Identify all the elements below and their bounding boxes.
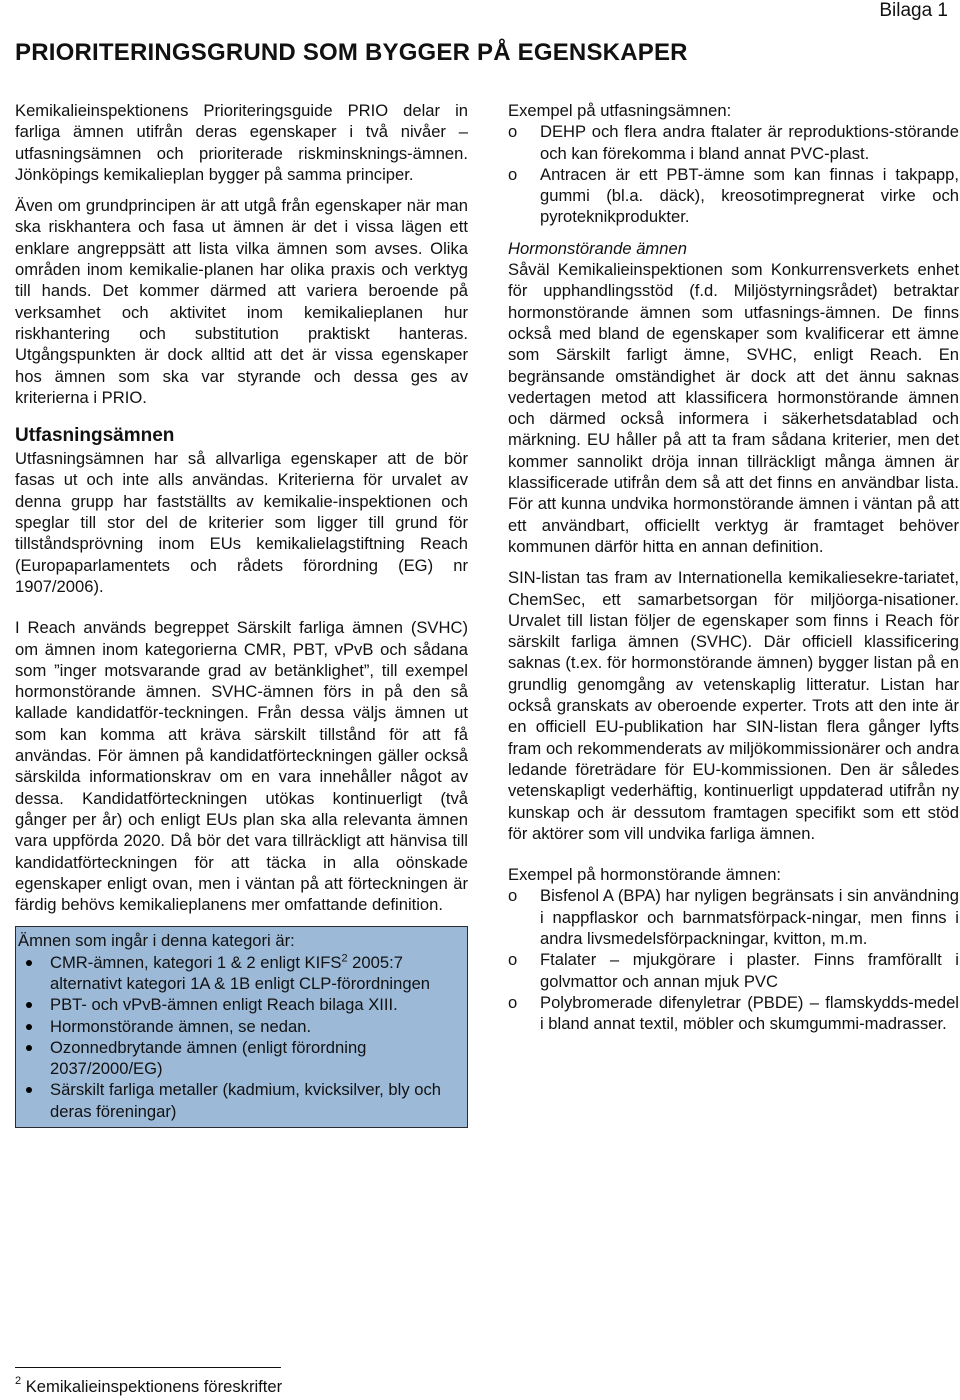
- section-heading-utfasning: Utfasningsämnen: [15, 425, 175, 447]
- category-item-ozone: Ozonnedbrytande ämnen (enligt förordning 2037/2000/EG): [18, 1037, 455, 1080]
- category-list: [18, 952, 455, 1122]
- sin-list-paragraph: SIN-listan tas fram av Internationella kemikaliesekre-tariatet, ChemSec, ett samarbetsorgan för miljöorga-nisationer. Urvalet till listan följer de egenskaper som finns i Reach för särskilt farliga ämnen (SVHC). Där officiell klassificering saknas (t.ex. för hormonstörande ämnen) bygger listan på en grundlig genomgång av vetenskaplig litteratur. Listan har också granskats av oberoende experter. Trots att den inte är en officiell EU-publikation har SIN-listan flera gånger lyfts fram och rekommenderats av miljökommissionärer och andra ledande företrädare för EU-kommissionen. Den är således vetenskapligt vederhäftig, kontinuerligt uppdaterad utifrån ny kunskap och är dessutom framtagen specifikt som ett stöd för aktörer som vill undvika farliga ämnen.: [508, 568, 959, 843]
- page-title: PRIORITERINGSGRUND SOM BYGGER PÅ EGENSKAPER: [15, 39, 688, 66]
- utfasning-paragraph: Utfasningsämnen har så allvarliga egenskaper att de bör fasas ut och inte alls användas. Kriterierna för urvalet av denna grupp har fastställts av kemikalie-inspektionen och speglar till stor del de kriterier som ligger till grund för tillståndsprövning inom EUs kemikalielagstiftning Reach (Europaparlamentets och rådets förordning (EG) nr 1907/2006).: [15, 449, 468, 596]
- list-item: o Antracen är ett PBT-ämne som kan finnas i takpapp, gummi (bl.a. däck), kreosotimpregnerat virke och pyroteknikprodukter.: [508, 164, 959, 228]
- annex-label: Bilaga 1: [879, 0, 948, 21]
- list-item: o DEHP och flera andra ftalater är reproduktions-störande och kan förekomma i bland annat PVC-plast.: [508, 121, 959, 164]
- left-column: [15, 100, 468, 1128]
- list-item: o Ftalater – mjukgörare i plaster. Finns framförallt i golvmattor och annan mjuk PVC: [508, 949, 959, 992]
- list-item: o Bisfenol A (BPA) har nyligen begränsats i sin användning i nappflaskor och barnmatsförpack-ningar, men finns i andra livsmedelsförpackningar, kvitton, m.m.: [508, 885, 959, 949]
- examples-title-hormone: Exempel på hormonstörande ämnen:: [508, 865, 782, 885]
- footnote-divider: [15, 1367, 281, 1368]
- reach-paragraph: I Reach används begreppet Särskilt farliga ämnen (SVHC) om ämnen inom kategorierna CMR, PBT, vPvB och sådana som ”inger motsvarande grad av betänklighet”, till exempel hormonstörande ämnen. SVHC-ämnen förs in på den så kallade kandidatför-teckningen. Från dessa väljs ämnen ut som kan komma att kräva särskilt tillstånd för att få användas. För ämnen på kandidatförteckningen gäller också särskilda informationskrav om en vara innehåller något av dessa. Kandidatförteckningen utökas kontinuerligt (två gånger per år) och enligt EUs plan ska alla relevanta ämnen vara uppförda 2020. Då bör det vara tillräckligt att hänvisa till kandidatförteckningen för att täcka in alla oönskade egenskaper enligt ovan, men i väntan på att förteckningen är färdig behövs kemikalieplanens mer omfattande definition.: [15, 618, 468, 915]
- intro-paragraph: Kemikalieinspektionens Prioriteringsguide PRIO delar in farliga ämnen utifrån deras egenskaper i två nivåer – utfasningsämnen och prioriterade riskminsknings-ämnen. Jönköpings kemikalieplan bygger på samma principer.: [15, 101, 468, 184]
- examples-title-utfasning: Exempel på utfasningsämnen:: [508, 101, 732, 120]
- hormone-paragraph: Såväl Kemikalieinspektionen som Konkurrensverkets enhet för upphandlingsstöd (f.d. Miljöstyrningsrådet) betraktar hormonstörande ämnen som utfasnings-ämnen. De finns också med bland de egenskaper som kvalificerar ett ämne som Särskilt farligt ämne, SVHC, enligt Reach. En begränsande omständighet är dock att det ännu saknas vedertagen metod att klassificera hormonstörande ämnen och därmed också informera i säkerhetsdatablad och märkning. EU håller på att ta fram sådana kriterier, men det kommer sannolikt dröja innan tillräckligt många ämnen är klassificerade utifrån dem så att det finns en användbar lista. För att kunna undvika hormonstörande ämnen i väntan på att ett användbart, officiellt verktyg är framtaget behöver kommunen därför hitta en annan definition.: [508, 260, 959, 556]
- category-box: [15, 926, 468, 1128]
- footnote-marker: 2: [15, 1375, 22, 1387]
- examples-list-hormone: [508, 885, 959, 1034]
- right-column: [508, 100, 959, 1034]
- category-box-title: Ämnen som ingår i denna kategori är:: [18, 931, 295, 951]
- list-item: o Polybromerade difenyletrar (PBDE) – flamskydds-medel i bland annat textil, möbler och skumgummi-madrasser.: [508, 992, 959, 1035]
- footnote: [15, 1377, 282, 1397]
- footnote-ref: 2: [341, 952, 348, 965]
- section-heading-hormone: Hormonstörande ämnen: [508, 238, 687, 258]
- category-item-cmr: CMR-ämnen, kategori 1 & 2 enligt KIFS$^2$ 2005:7 alternativt kategori 1A & 1B enligt CLP-förordningen: [18, 952, 455, 995]
- category-item-pbt: PBT- och vPvB-ämnen enligt Reach bilaga XIII.: [18, 994, 455, 1015]
- examples-list-utfasning: [508, 121, 959, 227]
- principle-paragraph: Även om grundprincipen är att utgå från egenskaper när man ska riskhantera och fasa ut ämnen är det i vissa lägen ett enklare angreppsätt att lista vilka ämnen som avses. Olika områden inom kemikalie-planen har olika praxis och verktyg till hands. Det kommer därmed att variera beroende på verksamhet och aktivitet inom kemikalieplanen hur riskhantering och substitution praktiskt hanteras. Utgångspunkten är dock alltid att det är vissa egenskaper hos ämnen som ska var styrande och dessa ges av kriterierna i PRIO.: [15, 196, 468, 407]
- category-item-metals: Särskilt farliga metaller (kadmium, kvicksilver, bly och deras föreningar): [18, 1079, 455, 1122]
- footnote-text: Kemikalieinspektionens föreskrifter: [21, 1377, 283, 1396]
- category-item-hormone: Hormonstörande ämnen, se nedan.: [18, 1016, 455, 1037]
